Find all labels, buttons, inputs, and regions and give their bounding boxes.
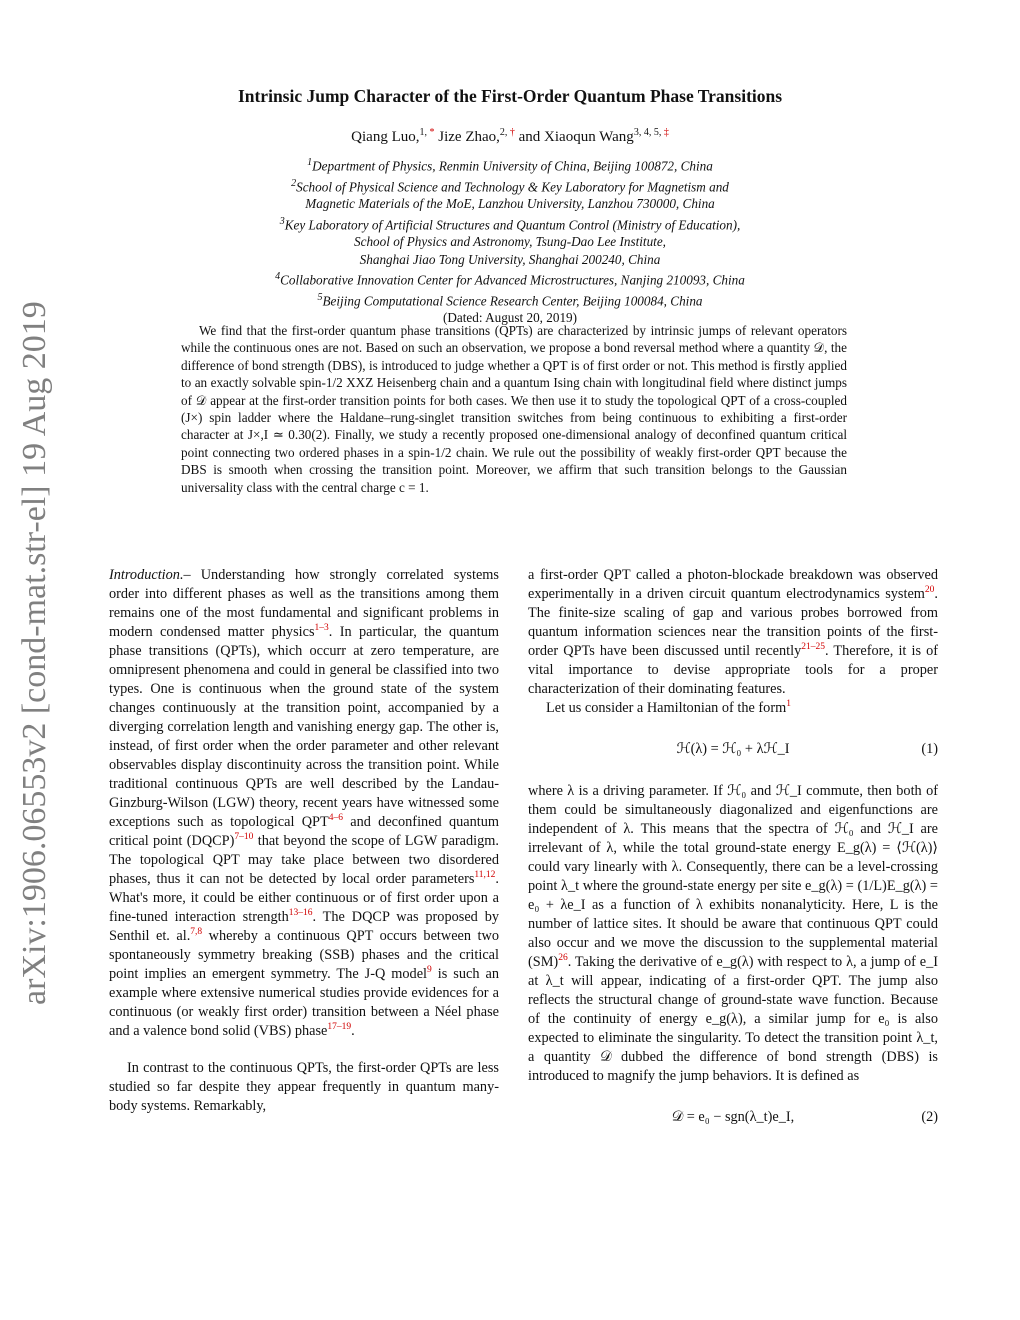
affiliations	[150, 154, 870, 327]
abstract-text: We find that the first-order quantum phase transitions (QPTs) are characterized by intrinsic jumps of relevant operators while the continuous ones are not. Based on such an observation, we propose a bond reversal method where a quantity 𝒟, the difference of bond strength (DBS), is introduced to judge whether a QPT is of first order or not. This method is firstly applied to an exactly solvable spin-1/2 XXZ Heisenberg chain and a quantum Ising chain with longitudinal field where distinct jumps of 𝒟 appear at the first-order transition points for both cases. We then use it to study the topological QPT of a cross-coupled (J×) spin ladder where the Haldane–rung-singlet transition switches from being continuous to exhibiting a first-order character at J×,I ≃ 0.30(2). Finally, we study a recently proposed one-dimensional analogy of deconfined quantum critical point connecting two ordered phases in a spin-1/2 chain. We rule out the possibility of weakly first-order QPT because the DBS is smooth when crossing the transition point. Moreover, we affirm that such transition belongs to the Gaussian universality class with the central charge c = 1.	[181, 323, 847, 495]
text-run: . In particular, the quantum phase transitions (QPTs), which occurr at zero temperature, are omnipresent phenomena and could in general be classified into two types. One is continuous when the ground state of the system changes continuously at the transition point, accompanied by a diverging correlation length and vanishing energy gap. The other is, instead, of first order when the order parameter and other relevant observables display discontinuity across the transition point. While traditional continuous QPTs are well described by the Landau-Ginzburg-Wilson (LGW) theory, recent years have witnessed some exceptions such as topological QPT	[109, 624, 499, 830]
affiliation-number: 5	[317, 291, 323, 303]
affiliation-line: Magnetic Materials of the MoE, Lanzhou University, Lanzhou 730000, China	[305, 196, 715, 212]
equation-2	[528, 1102, 938, 1136]
affiliation-number: 1	[307, 157, 313, 168]
citation-link[interactable]: 9	[427, 965, 432, 976]
citation-link[interactable]: 26	[558, 953, 568, 964]
text-run: where λ is a driving parameter. If ℋ₀ and ℋ_I commute, then both of them could be simultaneously diagonalized and eigenfunctions are independent of λ. This means that the spectra of ℋ₀ and ℋ_I are irrelevant of λ, while the total ground-state energy E_g(λ) = ⟨ℋ(λ)⟩ could vary linearly with λ. Consequently, there can be a level-crossing point λ_t where the ground-state energy per site e_g(λ) = (1/L)E_g(λ) = e₀ + λe_I as a function of λ exhibits nonanalyticity. Here, L is the number of lattice sites. It should be aware that continuous QPT could also occur and we move the discussion to the supplemental material (SM)	[528, 783, 938, 970]
equation-2-body: 𝒟 = e₀ − sgn(λ_t)e_I,	[671, 1109, 795, 1125]
intro-label: Introduction.	[109, 567, 184, 583]
author-footnote-mark[interactable]: ‡	[663, 127, 669, 138]
author-name: Jize Zhao,	[438, 129, 500, 145]
author-footnote-mark[interactable]: *	[429, 127, 435, 138]
citation-link[interactable]: 13–16	[288, 908, 313, 919]
text-run: . What's more, it could be either continuous or of first order upon a fine-tuned interaction strength	[109, 871, 499, 925]
text-run: – Understanding how strongly correlated systems order into different phases as well as the transitions among them remains one of the most fundamental and significant problems in modern condensed matter physics	[109, 567, 499, 640]
text-run: and deconfined quantum critical point (DQCP)	[109, 814, 499, 849]
text-run: that beyond the scope of LGW paradigm. The topological QPT may take place between two disordered phases, thus it can not be detected by local order parameters	[109, 833, 499, 887]
right-column	[528, 566, 938, 1150]
author-list	[0, 127, 1020, 146]
text-run: Let us consider a Hamiltonian of the form	[546, 700, 787, 716]
arxiv-identifier-stamp: arXiv:1906.06553v2 [cond-mat.str-el] 19 Aug 2019	[16, 301, 53, 1005]
affiliation-line: $^2$School of Physical Science and Technology & Key Laboratory for Magnetism and	[291, 177, 729, 195]
author-affil-sup: 2,	[499, 127, 510, 138]
author-affil-sup: 1,	[419, 127, 430, 138]
author-name: Qiang Luo,	[351, 129, 420, 145]
author-name: and Xiaoqun Wang	[518, 129, 634, 145]
text-run: . The finite-size scaling of gap and various probes borrowed from quantum information sciences near the transition points of the first-order QPTs have been discussed until recently	[528, 586, 938, 659]
paper-title: Intrinsic Jump Character of the First-Order Quantum Phase Transitions	[237, 86, 783, 106]
affiliation-number: 4	[275, 270, 281, 282]
abstract	[181, 322, 847, 496]
affiliation-line: $^5$Beijing Computational Science Research Center, Beijing 100084, China	[317, 291, 703, 309]
text-run: . Taking the derivative of e_g(λ) with respect to λ, a jump of e_I at λ_t will appear, indicating of a first-order QPT. The jump also reflects the structural change of ground-state wave function. Because of the continuity of energy e_g(λ), a similar jump for e₀ is also expected to eliminate the singularity. To detect the transition point λ_t, a quantity 𝒟 dubbed the difference of bond strength (DBS) is introduced to magnify the jump behaviors. It is defined as	[528, 954, 938, 1084]
affiliation-line: $^1$Department of Physics, Renmin University of China, Beijing 100872, China	[307, 157, 713, 174]
equation-1	[528, 734, 938, 768]
right-paragraph-1	[528, 566, 938, 699]
equation-2-number: (2)	[921, 1109, 938, 1125]
dated-line: (Dated: August 20, 2019)	[442, 310, 578, 326]
affiliation-line: $^4$Collaborative Innovation Center for Advanced Microstructures, Nanjing 210093, China	[275, 270, 745, 288]
affiliation-line: School of Physics and Astronomy, Tsung-Dao Lee Institute,	[354, 234, 666, 250]
citation-link[interactable]: 21–25	[801, 642, 826, 653]
text-run: whereby a continuous QPT occurs between two spontaneously symmetry breaking (SSB) phases and the critical point implies an emergent symmetry. The J-Q model	[109, 928, 499, 982]
affiliation-number: 2	[291, 177, 297, 189]
citation-link[interactable]: 11,12	[474, 870, 496, 881]
citation-link[interactable]: 20	[924, 585, 935, 596]
affiliation-number: 3	[279, 215, 285, 227]
affiliation-line: $^3$Key Laboratory of Artificial Structures and Quantum Control (Ministry of Education),	[279, 215, 741, 233]
affiliation-line: Shanghai Jiao Tong University, Shanghai 200240, China	[359, 251, 661, 267]
author-affil-sup: 3, 4, 5,	[633, 127, 664, 138]
citation-link[interactable]: 17–19	[327, 1022, 352, 1033]
equation-1-number: (1)	[921, 741, 938, 757]
text-run: . Therefore, it is of vital importance to devise appropriate tools for a proper characterization of their dominating features.	[528, 643, 938, 697]
left-column	[109, 566, 499, 1116]
citation-link[interactable]: 4–6	[328, 813, 343, 824]
text-run: a first-order QPT called a photon-blockade breakdown was observed experimentally in a driven circuit quantum electrodynamics system	[528, 567, 938, 602]
text-run: . The DQCP was proposed by Senthil et. al.	[109, 909, 499, 944]
right-paragraph-2	[528, 699, 938, 718]
citation-link[interactable]: 1	[786, 699, 791, 710]
citation-link[interactable]: 7,8	[190, 927, 203, 938]
right-paragraph-3	[528, 782, 938, 1086]
contrast-paragraph: In contrast to the continuous QPTs, the first-order QPTs are less studied so far despite they appear frequently in quantum many-body systems. Remarkably,	[109, 1060, 499, 1114]
citation-link[interactable]: 7–10	[234, 832, 254, 843]
text-run: is such an example where extensive numerical studies provide evidences for a continuous (or weakly first order) transition between a Néel phase and a valence bond solid (VBS) phase	[109, 966, 499, 1039]
text-run: .	[351, 1023, 355, 1039]
citation-link[interactable]: 1–3	[314, 623, 329, 634]
equation-1-body: ℋ(λ) = ℋ₀ + λℋ_I	[676, 741, 790, 757]
intro-paragraph	[109, 566, 499, 1041]
author-footnote-mark[interactable]: †	[509, 127, 515, 138]
